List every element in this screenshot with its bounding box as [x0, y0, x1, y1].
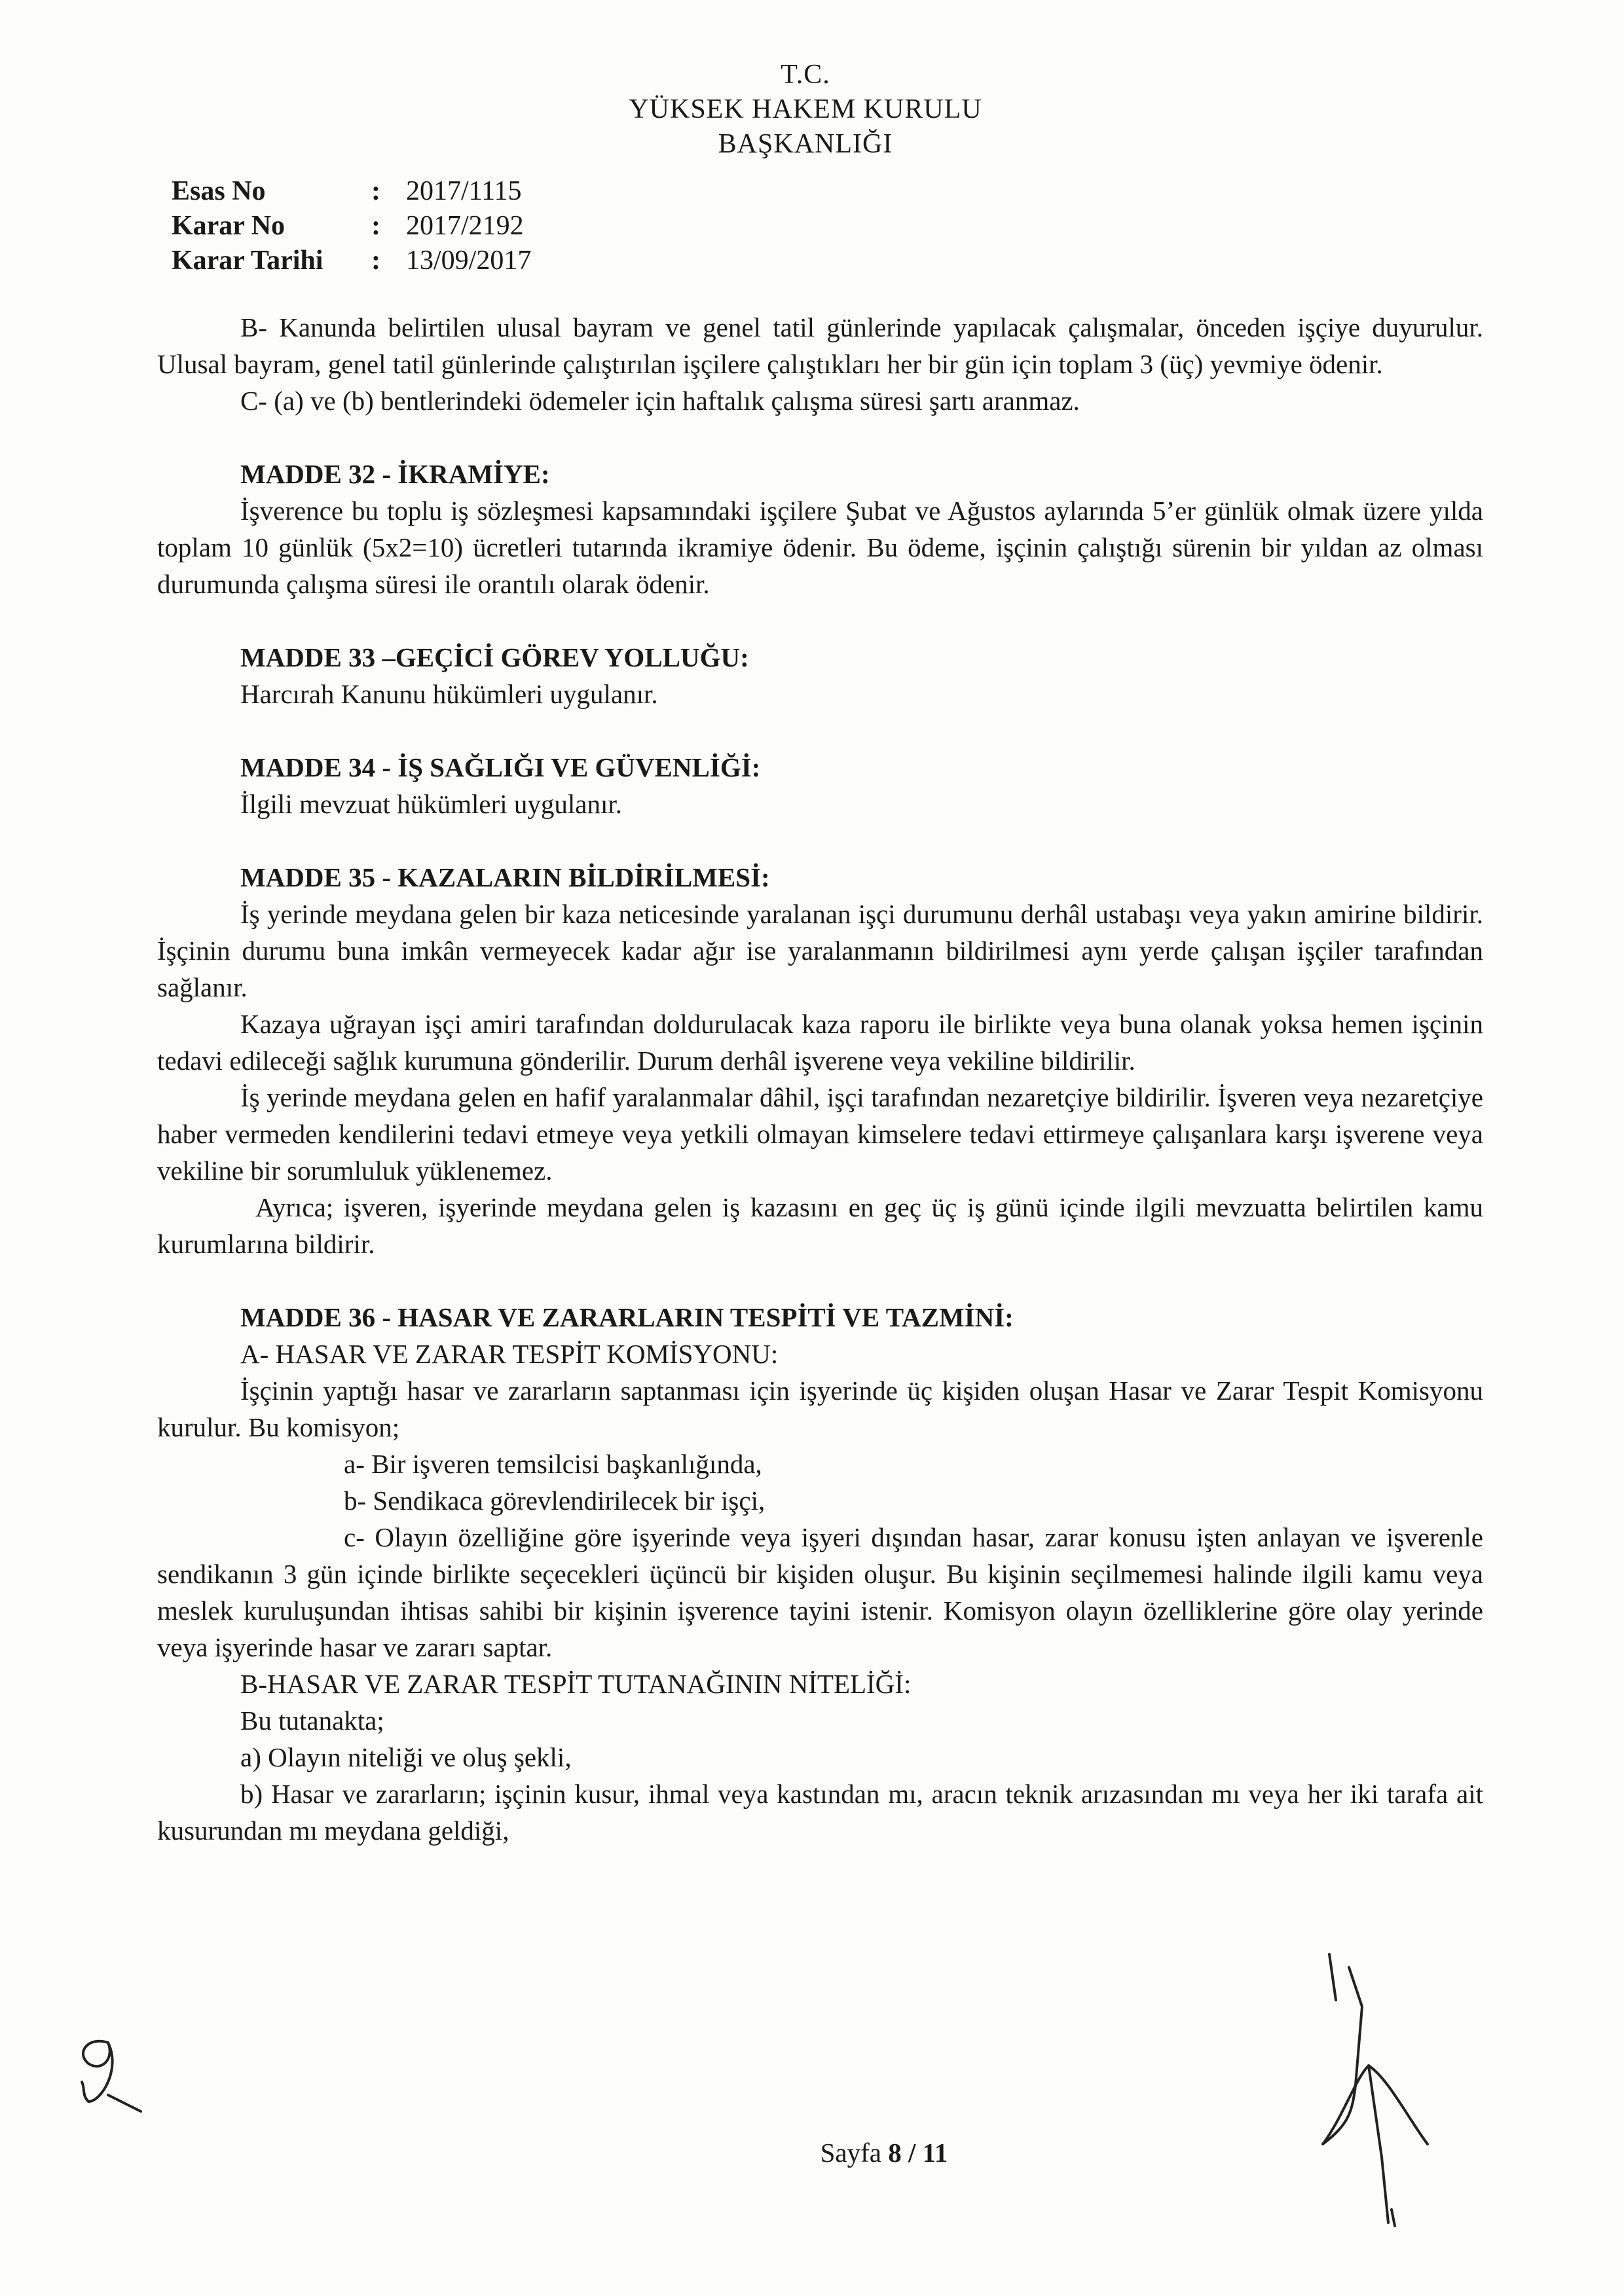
- article-36-item-a: a- Bir işveren temsilcisi başkanlığında,: [344, 1449, 762, 1479]
- article-32-paragraph: İşverence bu toplu iş sözleşmesi kapsamındaki işçilere Şubat ve Ağustos aylarında 5’er günlük olmak üzere yılda toplam 10 günlük (5x2=10) ücretleri tutarında ikramiye ödenir. Bu ödeme, işçinin çalıştığı sürenin bir yıldan az olması durumunda çalışma süresi ile orantılı olarak ödenir.: [157, 496, 1483, 599]
- meta-colon: :: [371, 211, 380, 241]
- paragraph-b: B- Kanunda belirtilen ulusal bayram ve genel tatil günlerinde yapılacak çalışmalar, önceden işçiye duyurulur. Ulusal bayram, genel tatil günlerinde çalıştırılan işçilere çalıştıkları her bir gün için toplam 3 (üç) yevmiye ödenir.: [157, 312, 1483, 379]
- article-36-item-c: c- Olayın özelliğine göre işyerinde veya işyeri dışından hasar, zarar konusu işten anlayan ve işverenle sendikanın 3 gün içinde birlikte seçecekleri üçüncü bir kişiden oluşur. Bu kişinin seçilmemesi halinde ilgili kamu veya meslek kuruluşundan ihtisas sahibi bir kişinin işverence tayini istenir. Komisyon olayın özelliklerine göre olay yerinde veya işyerinde hasar ve zararı saptar.: [157, 1522, 1483, 1662]
- page-number-total: 11: [922, 2138, 948, 2168]
- article-33-heading: MADDE 33 –GEÇİCİ GÖREV YOLLUĞU:: [240, 642, 749, 672]
- article-36-section-a-paragraph: İşçinin yaptığı hasar ve zararların saptanması için işyerinde üç kişiden oluşan Hasar ve Zarar Tespit Komisyonu kurulur. Bu komisyon;: [157, 1376, 1483, 1442]
- article-35-heading: MADDE 35 - KAZALARIN BİLDİRİLMESİ:: [240, 862, 770, 892]
- document-header: [511, 58, 1100, 162]
- article-36-item-b: b- Sendikaca görevlendirilecek bir işçi,: [344, 1485, 766, 1516]
- initial-mark-left-icon: [62, 2023, 154, 2121]
- article-35-paragraph-2: Kazaya uğrayan işçi amiri tarafından doldurulacak kaza raporu ile birlikte veya buna olanak yoksa hemen işçinin tedavi edileceği sağlık kurumuna gönderilir. Durum derhâl işverene veya vekiline bildirilir.: [157, 1009, 1483, 1076]
- header-line-tc: T.C.: [781, 60, 830, 90]
- meta-label: Karar Tarihi: [172, 246, 323, 276]
- meta-value: 2017/2192: [406, 211, 524, 241]
- page-number-separator: /: [908, 2138, 916, 2168]
- meta-label: Esas No: [172, 176, 266, 206]
- meta-value: 2017/1115: [406, 176, 522, 206]
- article-35-paragraph-1: İş yerinde meydana gelen bir kaza neticesinde yaralanan işçi durumunu derhâl ustabaşı veya yakın amirine bildirir. İşçinin durumu buna imkân vermeyecek kadar ağır ise yaralanmanın bildirilmesi aynı yerde çalışan işçiler tarafından sağlanır.: [157, 899, 1483, 1002]
- article-36-section-b-heading: B-HASAR VE ZARAR TESPİT TUTANAĞININ NİTELİĞİ:: [240, 1669, 912, 1699]
- header-line-presidency: BAŞKANLIĞI: [718, 129, 893, 159]
- meta-label: Karar No: [172, 211, 286, 241]
- article-36-section-b-item-b: b) Hasar ve zararların; işçinin kusur, ihmal veya kastından mı, aracın teknik arızasından mı veya her iki tarafa ait kusurundan mı meydana geldiği,: [157, 1779, 1483, 1846]
- article-34-paragraph: İlgili mevzuat hükümleri uygulanır.: [240, 789, 622, 819]
- article-35-paragraph-4: Ayrıca; işveren, işyerinde meydana gelen iş kazasını en geç üç iş günü içinde ilgili mevzuatta belirtilen kamu kurumlarına bildirir.: [157, 1192, 1483, 1259]
- article-35-paragraph-3: İş yerinde meydana gelen en hafif yaralanmalar dâhil, işçi tarafından nezaretçiye bildirilir. İşveren veya nezaretçiye haber vermeden kendilerini tedavi etmeye veya yetkili olmayan kimselere tedavi ettirmeye çalışanlara karşı işverene veya vekiline bir sorumluluk yüklenemez.: [157, 1082, 1483, 1186]
- page-number: [720, 2137, 1048, 2168]
- article-36-section-b-item-a: a) Olayın niteliği ve oluş şekli,: [240, 1742, 572, 1772]
- article-36-heading: MADDE 36 - HASAR VE ZARARLARIN TESPİTİ VE TAZMİNİ:: [240, 1302, 1014, 1332]
- header-line-institution: YÜKSEK HAKEM KURULU: [629, 94, 982, 124]
- paragraph-c: C- (a) ve (b) bentlerindeki ödemeler için haftalık çalışma süresi şartı aranmaz.: [240, 386, 1080, 416]
- article-33-paragraph: Harcırah Kanunu hükümleri uygulanır.: [240, 679, 658, 709]
- meta-row-esas: [172, 174, 576, 209]
- page-number-prefix: Sayfa: [820, 2138, 881, 2168]
- article-36-section-a-heading: A- HASAR VE ZARAR TESPİT KOMİSYONU:: [240, 1339, 779, 1369]
- article-34-heading: MADDE 34 - İŞ SAĞLIĞI VE GÜVENLİĞİ:: [240, 752, 761, 782]
- article-36-section-b-paragraph: Bu tutanakta;: [240, 1705, 384, 1736]
- meta-colon: :: [371, 246, 380, 276]
- page-number-current: 8: [888, 2138, 902, 2168]
- signature-right-icon: [1257, 1948, 1480, 2236]
- meta-value: 13/09/2017: [406, 246, 532, 276]
- meta-row-karar-tarihi: [172, 244, 576, 278]
- article-32-heading: MADDE 32 - İKRAMİYE:: [240, 459, 550, 489]
- document-body: [157, 309, 1483, 1849]
- case-meta: [172, 174, 576, 278]
- meta-colon: :: [371, 176, 380, 206]
- meta-row-karar: [172, 209, 576, 244]
